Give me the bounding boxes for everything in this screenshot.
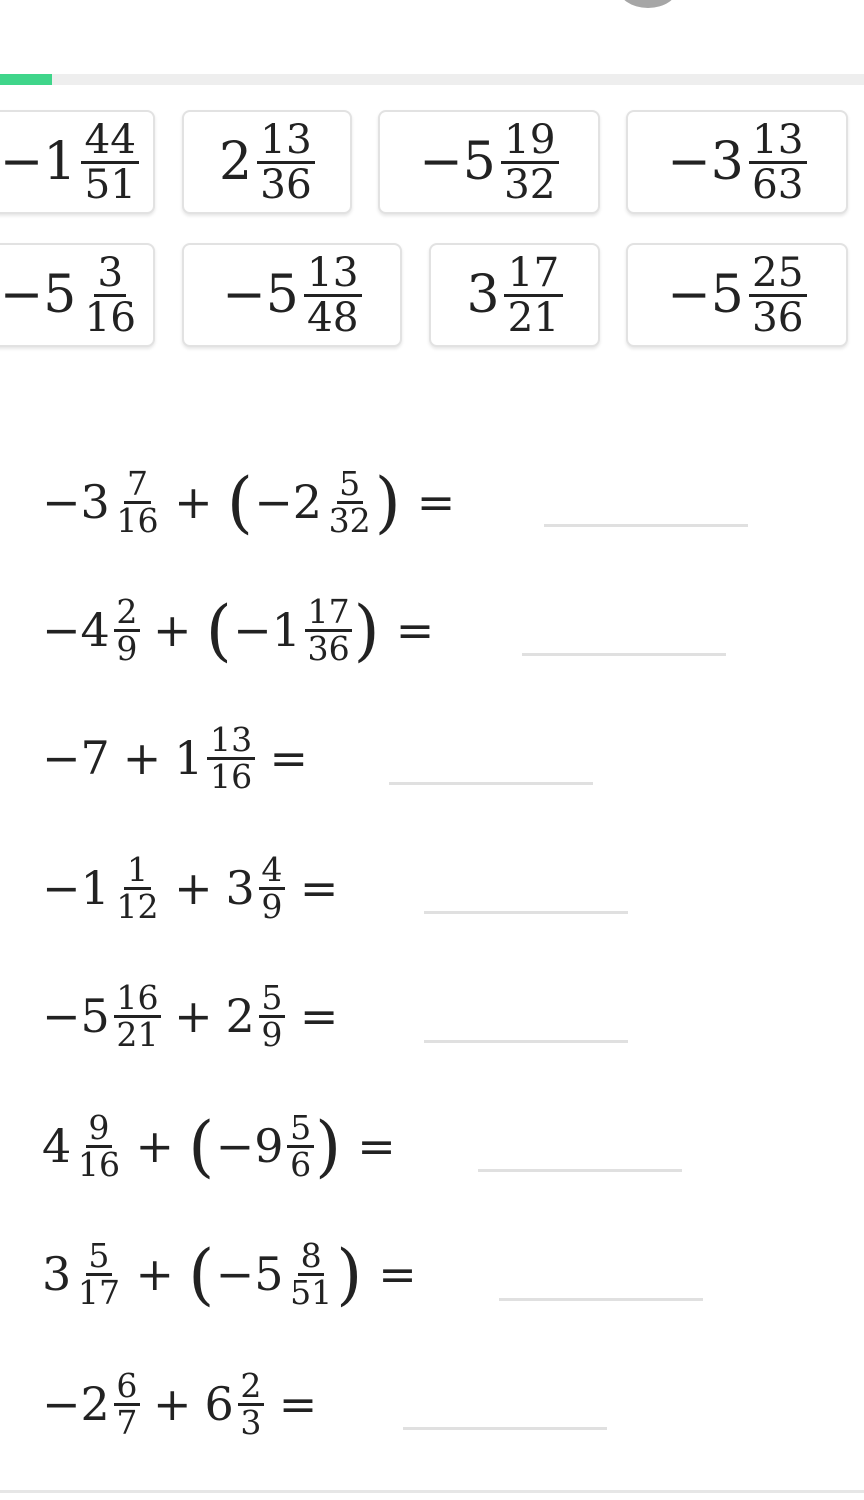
equation-row [42,1234,417,1314]
fraction [238,1365,264,1442]
whole-part: −3 [667,132,744,192]
expression [42,1365,318,1442]
denominator: 32 [503,159,556,208]
plus-operator: + [122,731,162,785]
plus-operator: + [174,861,213,915]
fraction [114,849,161,926]
denominator: 9 [261,886,283,926]
fraction [305,591,352,668]
fraction [81,115,139,208]
whole-part: −7 [42,731,110,785]
mixed-number [218,115,315,208]
equals-sign: = [299,861,339,915]
whole-part: 4 [42,1119,72,1173]
mixed-number [0,115,139,208]
whole-part: −2 [254,475,322,529]
numerator: 13 [749,119,807,163]
equation-row [42,718,308,798]
denominator: 16 [77,1144,121,1184]
equals-sign: = [299,989,339,1043]
whole-part: 3 [225,861,255,915]
denominator: 36 [307,628,350,668]
mixed-number [419,115,559,208]
whole-part: −4 [42,603,110,657]
mixed-number [233,591,352,668]
plus-operator: + [135,1247,175,1301]
fraction [259,977,285,1054]
plus-operator: + [153,603,192,657]
right-paren: ) [336,1234,363,1313]
plus-operator: + [174,475,213,529]
whole-part: −5 [667,265,744,325]
denominator: 9 [261,1014,283,1054]
denominator: 51 [84,159,137,208]
answer-option-tile[interactable] [0,110,155,214]
denominator: 21 [507,292,560,341]
answer-blank[interactable] [389,782,593,785]
equals-sign: = [278,1377,318,1431]
answer-blank[interactable] [522,653,726,656]
numerator: 6 [114,1369,140,1406]
numerator: 7 [124,467,150,504]
answer-option-tile[interactable] [378,110,600,214]
denominator: 63 [751,159,804,208]
answer-blank[interactable] [424,911,628,914]
plus-operator: + [174,989,213,1043]
denominator: 32 [328,500,371,540]
denominator: 48 [306,292,359,341]
numerator: 3 [94,252,126,296]
answer-option-tile[interactable] [182,110,352,214]
fraction [114,977,161,1054]
fraction [114,1365,140,1442]
numerator: 9 [86,1111,112,1148]
answer-blank[interactable] [424,1040,628,1043]
whole-part: 3 [466,265,500,325]
right-paren: ) [315,1106,342,1185]
numerator: 4 [259,853,285,890]
fraction [75,1107,122,1184]
right-paren: ) [374,462,401,541]
expression [42,590,435,669]
denominator: 36 [751,292,804,341]
answer-option-tile[interactable] [429,243,600,347]
fraction [304,248,362,341]
numerator: 13 [257,119,315,163]
equals-sign: = [395,603,435,657]
answer-option-tile[interactable] [626,110,848,214]
mixed-number [225,849,286,926]
whole-part: −1 [42,861,110,915]
numerator: 16 [114,981,161,1018]
whole-part: 1 [174,731,204,785]
mixed-number [42,1235,123,1312]
denominator: 3 [240,1402,262,1442]
denominator: 16 [116,500,159,540]
mixed-number [42,849,161,926]
numerator: 5 [259,981,285,1018]
whole-part: −5 [42,989,110,1043]
fraction [207,719,254,796]
whole-part: −9 [215,1119,284,1173]
numerator: 17 [305,595,352,632]
answer-blank[interactable] [403,1427,607,1430]
numerator: 5 [86,1239,112,1276]
denominator: 9 [116,628,138,668]
equation-row [42,848,338,928]
equals-sign: = [378,1247,417,1301]
whole-part: −1 [233,603,301,657]
numerator: 1 [124,853,150,890]
expression [42,1234,417,1313]
answer-option-tile[interactable] [182,243,402,347]
equation-row [42,590,434,670]
fraction [287,1235,334,1312]
mixed-number [42,1107,123,1184]
equation-row [42,1106,396,1186]
equation-row [42,462,455,542]
numerator: 5 [287,1111,313,1148]
denominator: 6 [290,1144,312,1184]
denominator: 51 [290,1272,333,1312]
mixed-number [42,977,161,1054]
left-paren: ( [226,462,253,541]
fraction [114,463,161,540]
equation-row [42,976,338,1056]
progress-bar [0,74,864,85]
fraction [326,463,373,540]
fraction [81,248,139,341]
mixed-number [466,248,562,341]
numerator: 17 [504,252,562,296]
denominator: 7 [116,1402,138,1442]
plus-operator: + [153,1377,192,1431]
equation-row [42,1364,317,1444]
mixed-number [254,463,373,540]
right-paren: ) [353,590,380,669]
plus-operator: + [135,1119,175,1173]
mixed-number [222,248,362,341]
left-paren: ( [205,590,232,669]
denominator: 16 [210,756,253,796]
numerator: 8 [298,1239,324,1276]
answer-option-tile[interactable] [0,243,155,347]
numerator: 13 [207,723,254,760]
whole-part: 6 [204,1377,234,1431]
denominator: 21 [116,1014,159,1054]
numerator: 2 [238,1369,264,1406]
fraction [749,115,807,208]
whole-part: 2 [225,989,255,1043]
expression [42,462,456,541]
equals-sign: = [357,1119,396,1173]
fraction [75,1235,122,1312]
answer-blank[interactable] [478,1169,682,1172]
mixed-number [667,115,807,208]
whole-part: −2 [42,1377,110,1431]
whole-part: −5 [215,1247,284,1301]
fraction [114,591,140,668]
numerator: 19 [501,119,559,163]
fraction [259,849,285,926]
numerator: 44 [81,119,139,163]
fraction [501,115,559,208]
numerator: 13 [304,252,362,296]
whole-part: −3 [42,475,110,529]
mixed-number [42,731,110,785]
fraction [504,248,562,341]
denominator: 36 [260,159,312,208]
mixed-number [667,248,807,341]
divider [0,1490,864,1493]
expression [42,1106,396,1185]
mixed-number [204,1365,264,1442]
avatar[interactable] [618,0,678,8]
numerator: 2 [114,595,140,632]
fraction [287,1107,313,1184]
mixed-number [0,248,139,341]
denominator: 17 [77,1272,121,1312]
whole-part: 3 [42,1247,72,1301]
left-paren: ( [188,1106,215,1185]
whole-part: 2 [218,132,253,192]
numerator: 5 [337,467,363,504]
fraction [749,248,807,341]
whole-part: −5 [0,265,77,325]
progress-fill [0,74,52,85]
mixed-number [42,591,140,668]
answer-blank[interactable] [544,524,748,527]
left-paren: ( [188,1234,215,1313]
mixed-number [215,1107,314,1184]
expression [42,849,339,926]
whole-part: −5 [222,265,299,325]
expression [42,977,339,1054]
equals-sign: = [416,475,456,529]
mixed-number [42,463,161,540]
denominator: 12 [116,886,159,926]
mixed-number [174,719,255,796]
answer-option-tile[interactable] [626,243,848,347]
answer-blank[interactable] [499,1298,703,1301]
fraction [257,115,315,208]
mixed-number [225,977,286,1054]
numerator: 25 [749,252,807,296]
expression [42,719,309,796]
denominator: 16 [84,292,137,341]
whole-part: −5 [419,132,496,192]
mixed-number [215,1235,335,1312]
mixed-number [42,1365,140,1442]
equals-sign: = [269,731,309,785]
whole-part: −1 [0,132,77,192]
